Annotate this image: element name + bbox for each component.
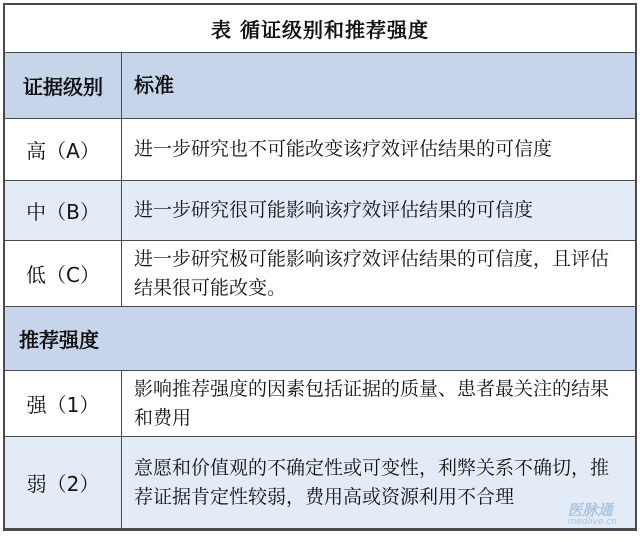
table-header-row — [5, 53, 635, 119]
header-standard: 标准 — [134, 73, 174, 97]
evidence-desc-cell: 进一步研究极可能影响该疗效评估结果的可信度，且评估结果很可能改变。 — [134, 247, 610, 299]
recommendation-level-cell: 强（1） — [5, 371, 122, 436]
table-row — [5, 181, 635, 241]
evidence-level-cell: 低（C） — [5, 241, 122, 306]
table-row — [5, 241, 635, 307]
evidence-table — [3, 3, 637, 531]
table-row — [5, 371, 635, 437]
table-row — [5, 437, 635, 529]
watermark-logo — [568, 499, 617, 527]
recommendation-desc-cell: 影响推荐强度的因素包括证据的质量、患者最关注的结果和费用 — [134, 377, 610, 429]
section-title: 推荐强度 — [19, 328, 99, 352]
watermark-sub: medlive.cn — [567, 517, 617, 527]
evidence-level-cell: 高（A） — [5, 119, 122, 180]
evidence-desc-cell: 进一步研究很可能影响该疗效评估结果的可信度 — [134, 199, 534, 221]
evidence-level-cell: 中（B） — [5, 181, 122, 240]
table-title: 表 循证级别和推荐强度 — [211, 18, 429, 42]
header-evidence-level: 证据级别 — [5, 53, 122, 118]
section-header-row — [5, 307, 635, 371]
recommendation-desc-cell: 意愿和价值观的不确定性或可变性，利弊关系不确切，推荐证据肯定性较弱，费用高或资源利用不合理 — [134, 456, 610, 508]
table-row — [5, 119, 635, 181]
evidence-desc-cell: 进一步研究也不可能改变该疗效评估结果的可信度 — [134, 138, 553, 160]
recommendation-level-cell: 弱（2） — [5, 437, 122, 528]
table-title-row — [5, 5, 635, 53]
watermark-main: 医脉通 — [567, 501, 613, 519]
